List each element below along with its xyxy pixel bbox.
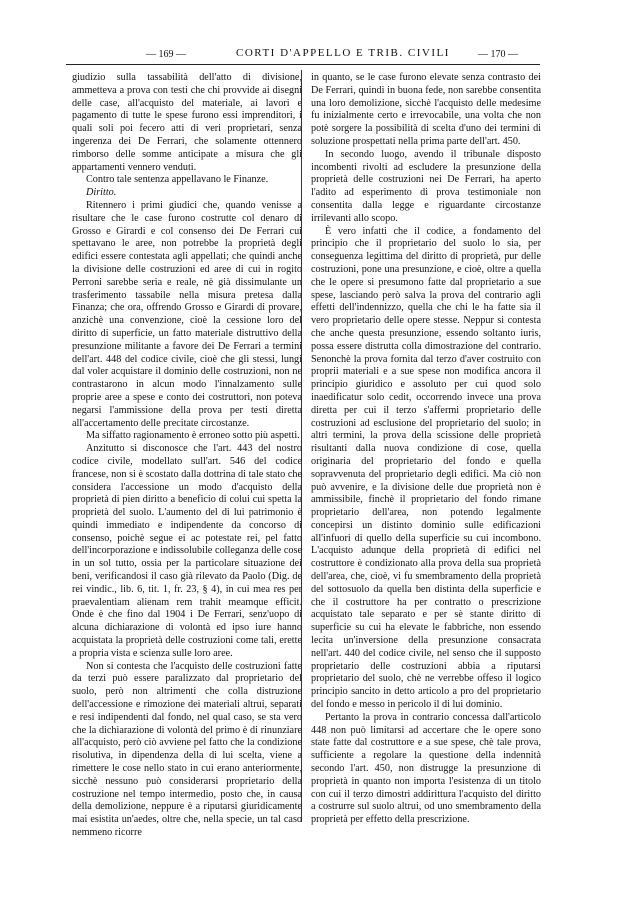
paragraph: Non si contesta che l'acquisto delle costruzioni fatte da terzi può essere paralizzato dal proprietario del suolo, però non altrimenti che colla distruzione dell'accessione e rimozione dei materiali altrui, separati e resi indipendenti dal fondo, nel qual caso, se sta vero che la dichiarazione di volontà del primo è di rinunziare all'acquisto, però ciò avviene pel fatto che la condizione risolutiva, in dipendenza della di lui scelta, viene a rimettere le cose nello stato in cui erano anteriormente, sicchè nessuno può considerarsi proprietario della costruzione nel tempo intermedio, posto che, in causa della demolizione, neppure è a riputarsi giuridicamente mai esistita un'aedes, oltre che, nella specie, un tal caso nemmeno ricorre <box>72 660 302 839</box>
right-column <box>311 72 541 827</box>
paragraph: Contro tale sentenza appellavano le Finanze. <box>86 174 269 186</box>
paragraph: È vero infatti che il codice, a fondamento del principio che il proprietario del suolo lo sia, per conseguenza legittima del diritto di proprietà, pur delle costruzioni, pone una presunzione, e cioè, oltre a quella che le opere si presumono fatte dal proprietario a sue spese, lasciando però salva la prova del contrario agli effetti dell'indennizzo, quella che chi le ha fatte sia il vero proprietario delle opere stesse. Neppur si contesta che anche questa presunzione, essendo soltanto iuris, possa essere distrutta colla dimostrazione del contrario. Senonchè la prova fornita dal terzo d'aver costruito con proprii materiali e a sue spese non modifica ancora il principio giuridico e assoluto per cui quod solo inaedificatur solo cedit, occorrendo invece una prova diretta per cui il terzo s'affermi proprietario delle costruzioni ad esclusione del proprietario del suolo; in altri termini, la prova della scissione delle proprietà risultanti dalla nuova condizione di cose, quella originaria del proprietario del fondo e quella sopravvenuta del proprietario degli edifici. Ma ciò non può avvenire, e la divisione delle due proprietà non è ammissibile, finchè il proprietario del fondo rimane proprietario dell'area, non potendo legalmente concepirsi un distinto dominio sulle edificazioni all'infuori di quello della superficie su cui incombono. L'acquisto adunque della proprietà di edifici nel costruttore è condizionato alla prova della sua proprietà dell'area, che, cioè, vi fu smembramento della proprietà del sottosuolo da quella ben distinta della superficie e che il costruttore ha per contratto o prescrizione acquistato tale separato e per sè stante diritto di superficie su cui ha elevate le fabbriche, non essendo lecita un'inversione della presunzione consacrata nell'art. 440 del codice civile, nel senso che il supposto proprietario delle costruzioni abbia a riputarsi proprietario del suolo, chè ne verrebbe offeso il logico principio sancito in detto articolo a pro del proprietario del fondo e messo in pericolo il di lui dominio. <box>311 225 541 711</box>
paragraph: Anzitutto si disconosce che l'art. 443 del nostro codice civile, modellato sull'art. 546 del codice francese, non si è scostato dalla dottrina di tale stato che considera l'accessione un modo d'acquisto della proprietà di pien diritto a beneficio di colui cui spetta la proprietà del suolo. L'aumento del di lui patrimonio è quindi immediato e indipendente da concorso di consenso, poichè segue ei ac potestate rei, pel fatto dell'incorporazione e indissolubile colleganza delle cose in un sol tutto, ossia per la particolare situazione dei beni, verificandosi il caso già rilevato da Paolo (Dig. de rei vindic., lib. 6, tit. 1, fr. 23, § 4), in cui mea res per praevalentiam alienam rem trahit meamque efficit. Onde è che fino dal 1904 i De Ferrari, senz'uopo di alcuna dichiarazione di volontà ed ipso iure hanno acquistata la proprietà delle costruzioni come tali, erette a propria vista e scienza sulle loro aree. <box>72 443 302 659</box>
paragraph: in quanto, se le case furono elevate senza contrasto dei De Ferrari, quindi in buona fede, non sarebbe consentita una loro demolizione, sicchè l'acquisto delle medesime fu inizialmente certo e irrevocabile, una volta che non potè sorgere la possibilità di scelta d'uno dei termini di soluzione prospettati nella prima parte dell'art. 450. <box>311 72 541 147</box>
paragraph: Pertanto la prova in contrario concessa dall'articolo 448 non può limitarsi ad accertare che le opere sono state fatte dal costruttore e a sue spese, chè tale prova, sufficiente a regolare la questione della indennità secondo l'art. 450, non distrugge la presunzione di proprietà in quanto non importa l'esistenza di un titolo con cui il terzo dimostri addirittura l'acquisto del diritto a costrurre sul suolo altrui, od uno smembramento della proprietà per effetto della prescrizione. <box>311 711 541 826</box>
page-number-right: — 170 — <box>478 49 518 60</box>
paragraph: Ma siffatto ragionamento è erroneo sotto più aspetti. <box>86 430 300 442</box>
paragraph: In secondo luogo, avendo il tribunale disposto incombenti rivolti ad escludere la presunzione della proprietà delle costruzioni nei De Ferrari, ha aperto l'adito ad esperimento di prova testimoniale non consentita dalla legge e riguardante circostanze irrilevanti allo scopo. <box>311 148 541 224</box>
paragraph: giudizio sulla tassabilità dell'atto di divisione, ammetteva a prova con testi che chi provvide ai disegni delle case, all'acquisto del materiale, ai lavori e pagamento di tutte le spese furono essi imprenditori, i quali soli poi fecero atti di veri proprietari, senza ingerenza dei De Ferrari, che solamente ottennero rimborso delle somme anticipate a misura che gli appartamenti vennero venduti. <box>72 72 302 173</box>
left-column <box>72 72 302 840</box>
paragraph: Ritennero i primi giudici che, quando venisse a risultare che le case furono costrutte col denaro di Grosso e Girardi e col consenso dei De Ferrari cui spettavano le aree, non potrebbe la proprietà degli edifici essere contestata agli appellati; che quindi anche la divisione delle costruzioni ed aree di cui in rogito Perroni sarebbe seria e reale, nè già dissimulante un trasferimento tassabile nella misura pretesa dalla Finanza; che ora, offrendo Grosso e Girardi di provare, anzichè una convenzione, cioè la cessione loro del diritto di superficie, un fatto materiale distruttivo della presunzione militante a favore dei De Ferrari a termini dell'art. 448 del codice civile, cioè che gli stessi, lungi dal voler acquistare il dominio delle costruzioni, non ne contrastarono in alcun modo l'innalzamento sulle proprie aree a spese e conto dei costruttori, non poteva negarsi l'ammissione della prova per testi diretta all'accertamento delle precitate circostanze. <box>72 199 302 429</box>
section-heading: Diritto. <box>86 187 117 199</box>
page-number-left: — 169 — <box>146 49 186 60</box>
running-header <box>66 44 540 65</box>
header-title: CORTI D'APPELLO E TRIB. CIVILI <box>236 47 450 59</box>
